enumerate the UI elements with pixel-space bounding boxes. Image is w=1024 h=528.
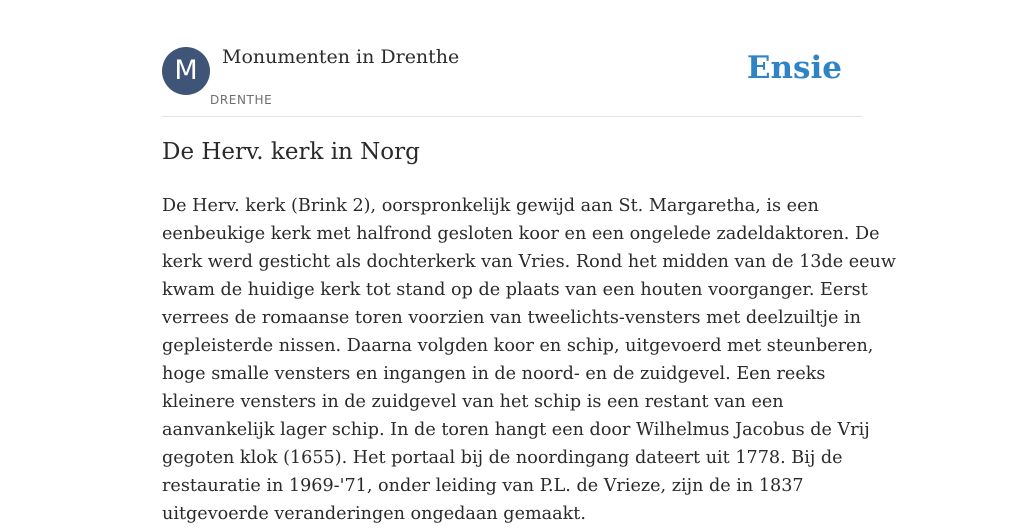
ensie-logo[interactable]: Ensie [746, 50, 842, 86]
body-line: De Herv. kerk (Brink 2), oorspronkelijk gewijd aan St. Margaretha, is een [162, 196, 819, 216]
body-line: kleinere vensters in de zuidgevel van het schip is een restant van een [162, 392, 784, 412]
body-line: hoge smalle vensters en ingangen in de noord- en de zuidgevel. Een reeks [162, 364, 826, 384]
source-title-link[interactable]: Monumenten in Drenthe [222, 46, 460, 68]
article-body [162, 192, 896, 528]
body-line: kwam de huidige kerk tot stand op de plaats van een houten voorganger. Eerst [162, 280, 868, 300]
article-header [162, 40, 862, 117]
body-line: gepleisterde nissen. Daarna volgden koor en schip, uitgevoerd met steunberen, [162, 336, 874, 356]
body-line: gegoten klok (1655). Het portaal bij de noordingang dateert uit 1778. Bij de [162, 448, 843, 468]
body-line: uitgevoerde veranderingen ongedaan gemaakt. [162, 504, 586, 524]
body-line: aanvankelijk lager schip. In de toren hangt een door Wilhelmus Jacobus de Vrij [162, 420, 870, 440]
body-line: verrees de romaanse toren voorzien van tweelichts-vensters met deelzuiltje in [162, 308, 861, 328]
body-line: restauratie in 1969-'71, onder leiding van P.L. de Vrieze, zijn de in 1837 [162, 476, 804, 496]
article-title: De Herv. kerk in Norg [162, 139, 420, 165]
source-avatar[interactable]: M [162, 47, 210, 95]
category-label[interactable]: DRENTHE [210, 93, 273, 107]
body-line: kerk werd gesticht als dochterkerk van Vries. Rond het midden van de 13de eeuw [162, 252, 896, 272]
body-line: eenbeukige kerk met halfrond gesloten koor en een ongelede zadeldaktoren. De [162, 224, 880, 244]
